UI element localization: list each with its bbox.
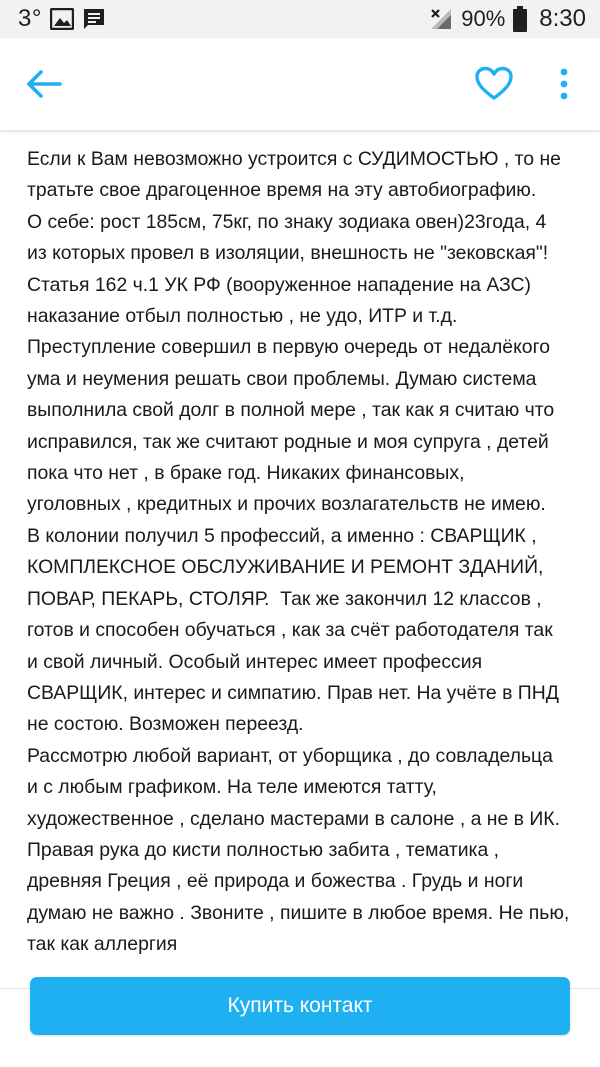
- description-line: ПОВАР, ПЕКАРЬ, СТОЛЯР. Так же закончил 12 классов ,: [27, 587, 542, 610]
- description-line: Преступление совершил в первую очередь от недалёкого: [27, 336, 550, 359]
- description-line: пока что нет , в браке год. Никаких финансовых,: [27, 462, 465, 485]
- description-line: готов и способен обучаться , как за счёт работодателя так: [27, 619, 553, 642]
- back-arrow-icon: [24, 66, 66, 102]
- description-line: уголовных , кредитных и прочих возлагательств не имею.: [27, 493, 546, 516]
- more-vert-icon: [552, 66, 576, 102]
- status-bar-right: [429, 5, 586, 33]
- status-bar-left: [18, 5, 106, 33]
- ad-description: [0, 130, 600, 961]
- description-line: Правая рука до кисти полностью забита , тематика ,: [27, 838, 500, 861]
- description-line: наказание отбыл полностью , не удо, ИТР и т.д.: [27, 305, 458, 328]
- description-line: художественное , сделано мастерами в салоне , а не в ИК.: [27, 807, 560, 830]
- favorite-button[interactable]: [474, 66, 514, 102]
- description-line: древняя Греция , её природа и божества . Грудь и ноги: [27, 870, 524, 893]
- status-bar: [0, 0, 600, 38]
- ad-content[interactable]: [0, 130, 600, 988]
- description-line: думаю не важно . Звоните , пишите в любое время. Не пью,: [27, 901, 570, 924]
- description-line: не состою. Возможен переезд.: [27, 713, 304, 736]
- temperature-text: 3°: [18, 5, 42, 32]
- message-icon: [82, 7, 106, 31]
- description-line: Рассмотрю любой вариант, от уборщика , до совладельца: [27, 744, 553, 767]
- back-button[interactable]: [24, 66, 66, 102]
- description-line: исправился, так же считают родные и моя супруга , детей: [27, 430, 549, 453]
- description-line: Статья 162 ч.1 УК РФ (вооруженное нападение на АЗС): [27, 273, 531, 296]
- description-line: и свой личный. Особый интерес имеет профессия: [27, 650, 483, 673]
- battery-icon: [513, 6, 527, 32]
- description-line: так как аллергия: [27, 933, 178, 956]
- description-line: из которых провел в изоляции, внешность не "зековская"!: [27, 242, 549, 265]
- battery-percent: 90%: [461, 6, 506, 31]
- description-line: ума и неумения решать свои проблемы. Думаю система: [27, 367, 537, 390]
- app-bar: [0, 38, 600, 130]
- more-options-button[interactable]: [552, 66, 576, 102]
- signal-icon: [429, 7, 453, 31]
- description-line: выполнила свой долг в полной мере , так как я считаю что: [27, 399, 555, 422]
- clock-time: 8:30: [539, 5, 586, 32]
- description-line: и с любым графиком. На теле имеются татту,: [27, 776, 437, 799]
- description-line: Если к Вам невозможно устроится с СУДИМОСТЬЮ , то не: [27, 148, 561, 170]
- heart-icon: [474, 66, 514, 102]
- description-line: тратьте свое драгоценное время на эту автобиографию.: [27, 179, 537, 202]
- description-line: СВАРЩИК, интерес и симпатию. Прав нет. На учёте в ПНД: [27, 681, 559, 704]
- description-line: КОМПЛЕКСНОЕ ОБСЛУЖИВАНИЕ И РЕМОНТ ЗДАНИЙ,: [27, 556, 544, 579]
- image-icon: [50, 8, 74, 30]
- description-line: В колонии получил 5 профессий, а именно : СВАРЩИК ,: [27, 524, 537, 547]
- buy-contact-button[interactable]: Купить контакт: [30, 977, 570, 1035]
- description-line: О себе: рост 185см, 75кг, по знаку зодиака овен)23года, 4: [27, 210, 547, 233]
